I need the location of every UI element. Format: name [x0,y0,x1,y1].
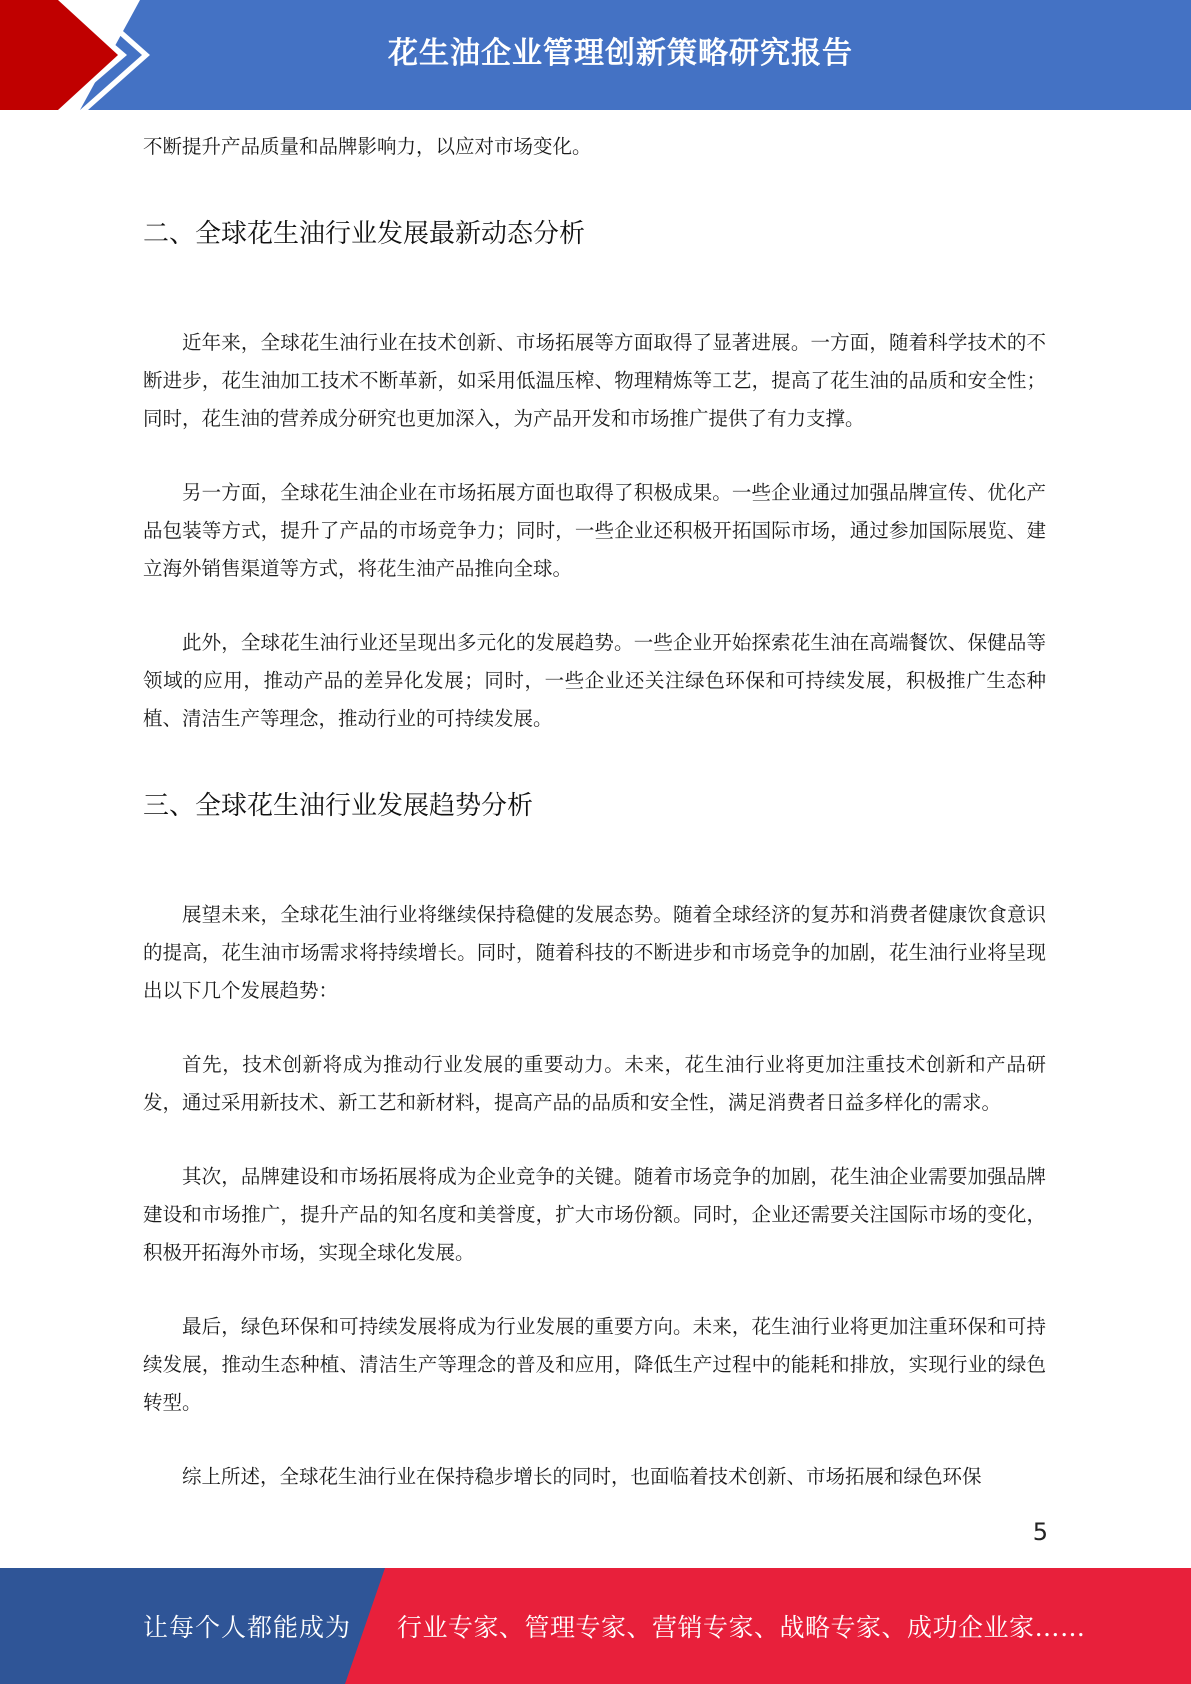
section-heading-2: 二、全球花生油行业发展最新动态分析 [143,219,586,249]
page-footer [0,1568,1191,1684]
page-header [0,0,1191,110]
paragraph: 最后，绿色环保和可持续发展将成为行业发展的重要方向。未来，花生油行业将更加注重环保和可持续发展，推动生态种植、清洁生产等理念的普及和应用，降低生产过程中的能耗和排放，实现行业的绿色转型。 [143,1315,1046,1414]
paragraph: 展望未来，全球花生油行业将继续保持稳健的发展态势。随着全球经济的复苏和消费者健康饮食意识的提高，花生油市场需求将持续增长。同时，随着科技的不断进步和市场竞争的加剧，花生油行业将呈现出以下几个发展趋势： [143,903,1046,1002]
page-number: 5 [1032,1518,1048,1546]
section-heading-3: 三、全球花生油行业发展趋势分析 [143,791,534,821]
page-content [143,128,1046,1496]
footer-slogan-right: 行业专家、管理专家、营销专家、战略专家、成功企业家…… [397,1613,1086,1642]
paragraph: 此外，全球花生油行业还呈现出多元化的发展趋势。一些企业开始探索花生油在高端餐饮、保健品等领域的应用，推动产品的差异化发展；同时，一些企业还关注绿色环保和可持续发展，积极推广生态种植、清洁生产等理念，推动行业的可持续发展。 [143,631,1046,730]
paragraph: 其次，品牌建设和市场拓展将成为企业竞争的关键。随着市场竞争的加剧，花生油企业需要加强品牌建设和市场推广，提升产品的知名度和美誉度，扩大市场份额。同时，企业还需要关注国际市场的变化，积极开拓海外市场，实现全球化发展。 [143,1165,1046,1264]
paragraph: 近年来，全球花生油行业在技术创新、市场拓展等方面取得了显著进展。一方面，随着科学技术的不断进步，花生油加工技术不断革新，如采用低温压榨、物理精炼等工艺，提高了花生油的品质和安全性；同时，花生油的营养成分研究也更加深入，为产品开发和市场推广提供了有力支撑。 [143,331,1046,430]
paragraph: 另一方面，全球花生油企业在市场拓展方面也取得了积极成果。一些企业通过加强品牌宣传、优化产品包装等方式，提升了产品的市场竞争力；同时，一些企业还积极开拓国际市场，通过参加国际展览、建立海外销售渠道等方式，将花生油产品推向全球。 [143,481,1046,580]
intro-line: 不断提升产品质量和品牌影响力，以应对市场变化。 [143,135,592,158]
report-title: 花生油企业管理创新策略研究报告 [388,36,853,71]
paragraph: 首先，技术创新将成为推动行业发展的重要动力。未来，花生油行业将更加注重技术创新和产品研发，通过采用新技术、新工艺和新材料，提高产品的品质和安全性，满足消费者日益多样化的需求。 [143,1053,1046,1114]
paragraph: 综上所述，全球花生油行业在保持稳步增长的同时，也面临着技术创新、市场拓展和绿色环保 [182,1465,982,1488]
footer-slogan-left: 让每个人都能成为 [143,1613,352,1642]
